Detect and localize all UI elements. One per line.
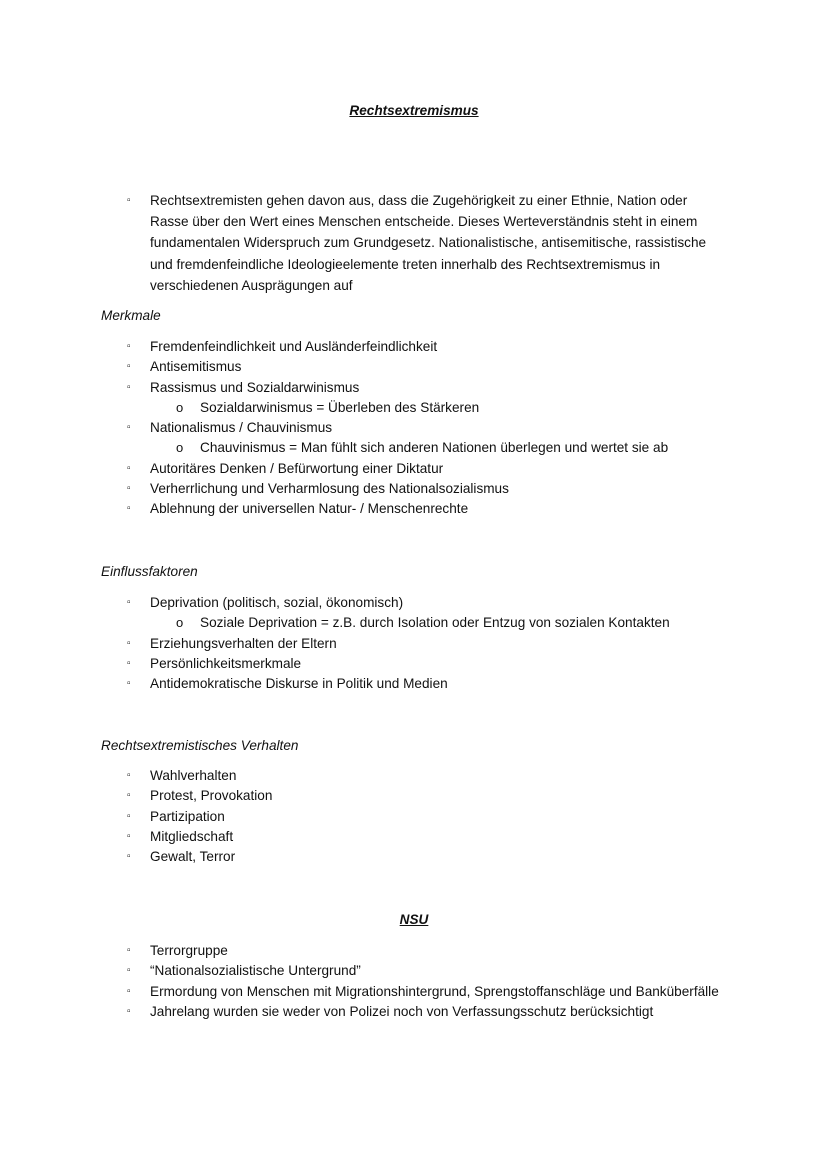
list-item-text: Ermordung von Menschen mit Migrationshintergrund, Sprengstoffanschläge und Banküberfälle bbox=[150, 983, 719, 999]
bullet-icon: ▫ bbox=[127, 483, 131, 495]
merkmale-list bbox=[0, 337, 828, 520]
sub-list-item bbox=[0, 613, 828, 633]
verhalten-list bbox=[0, 766, 828, 867]
nsu-list bbox=[0, 941, 828, 1022]
list-item-text: Deprivation (politisch, sozial, ökonomisch) bbox=[150, 595, 404, 610]
list-item-text: Soziale Deprivation = z.B. durch Isolation oder Entzug von sozialen Kontakten bbox=[200, 615, 670, 631]
bullet-icon: ▫ bbox=[127, 678, 131, 690]
list-item bbox=[0, 479, 828, 499]
bullet-icon: ▫ bbox=[127, 422, 131, 434]
section-heading-einflussfaktoren: Einflussfaktoren bbox=[101, 564, 198, 579]
list-item-text: Partizipation bbox=[150, 808, 225, 824]
bullet-icon: ▫ bbox=[127, 597, 131, 608]
list-item bbox=[0, 807, 828, 827]
list-item-text: Sozialdarwinismus = Überleben des Stärkeren bbox=[200, 399, 480, 415]
bullet-icon: ▫ bbox=[127, 851, 131, 863]
intro-text: Rechtsextremisten gehen davon aus, dass die Zugehörigkeit zu einer Ethnie, Nation oder Rasse über den Wert eines Menschen entscheide. Dieses Werteverständnis steht in einem fundamentalen Widerspruch zum Grundgesetz. Nationalistische, antisemitische, rassistische und fremdenfeindliche Ideologieelemente treten innerhalb des Rechtsextremismus in verschiedenen Ausprägungen auf bbox=[150, 193, 707, 293]
list-item-text: “Nationalsozialistische Untergrund” bbox=[150, 963, 361, 979]
list-item-text: Terrorgruppe bbox=[150, 943, 228, 958]
sub-list-item bbox=[0, 438, 828, 458]
list-item bbox=[0, 654, 828, 674]
list-item bbox=[0, 1002, 728, 1022]
bullet-icon: ▫ bbox=[127, 657, 131, 669]
bullet-icon: ▫ bbox=[127, 770, 131, 781]
list-item-text: Mitgliedschaft bbox=[150, 828, 234, 844]
bullet-icon: ▫ bbox=[127, 810, 131, 822]
section-heading-verhalten: Rechtsextremistisches Verhalten bbox=[101, 738, 299, 753]
list-item-text: Erziehungsverhalten der Eltern bbox=[150, 635, 337, 651]
list-item bbox=[0, 357, 828, 377]
list-item-text: Fremdenfeindlichkeit und Ausländerfeindlichkeit bbox=[150, 339, 438, 354]
page-title: Rechtsextremismus bbox=[349, 103, 479, 118]
sub-bullet-icon: o bbox=[176, 399, 184, 415]
list-item bbox=[0, 190, 728, 296]
intro-list bbox=[0, 190, 828, 296]
list-item bbox=[0, 982, 728, 1002]
list-item-text: Nationalismus / Chauvinismus bbox=[150, 420, 333, 436]
einflussfaktoren-list bbox=[0, 593, 828, 694]
list-item bbox=[0, 418, 828, 438]
list-item bbox=[0, 766, 828, 786]
list-item-text: Rassismus und Sozialdarwinismus bbox=[150, 379, 360, 395]
bullet-icon: ▫ bbox=[127, 985, 131, 997]
list-item-text: Jahrelang wurden sie weder von Polizei noch von Verfassungsschutz berücksichtigt bbox=[150, 1003, 654, 1019]
list-item bbox=[0, 593, 828, 613]
bullet-icon: ▫ bbox=[127, 341, 131, 352]
list-item bbox=[0, 499, 828, 519]
sub-list-item bbox=[0, 398, 828, 418]
sub-bullet-icon: o bbox=[176, 440, 184, 456]
bullet-icon: ▫ bbox=[127, 195, 131, 206]
list-item-text: Wahlverhalten bbox=[150, 768, 237, 783]
sub-bullet-icon: o bbox=[176, 615, 184, 631]
bullet-icon: ▫ bbox=[127, 830, 131, 842]
list-item bbox=[0, 674, 828, 694]
list-item-text: Persönlichkeitsmerkmale bbox=[150, 655, 302, 671]
bullet-icon: ▫ bbox=[127, 361, 131, 373]
bullet-icon: ▫ bbox=[127, 965, 131, 977]
list-item-text: Antisemitismus bbox=[150, 359, 242, 375]
bullet-icon: ▫ bbox=[127, 462, 131, 474]
list-item-text: Chauvinismus = Man fühlt sich anderen Nationen überlegen und wertet sie ab bbox=[200, 440, 669, 456]
bullet-icon: ▫ bbox=[127, 637, 131, 649]
bullet-icon: ▫ bbox=[127, 790, 131, 802]
list-item bbox=[0, 827, 828, 847]
list-item bbox=[0, 378, 828, 398]
list-item bbox=[0, 961, 728, 981]
bullet-icon: ▫ bbox=[127, 945, 131, 956]
list-item bbox=[0, 634, 828, 654]
list-item-text: Antidemokratische Diskurse in Politik und Medien bbox=[150, 676, 448, 692]
list-item-text: Gewalt, Terror bbox=[150, 849, 236, 865]
list-item bbox=[0, 786, 828, 806]
nsu-title: NSU bbox=[399, 912, 429, 927]
list-item bbox=[0, 337, 828, 357]
list-item-text: Ablehnung der universellen Natur- / Menschenrechte bbox=[150, 501, 469, 517]
list-item-text: Autoritäres Denken / Befürwortung einer Diktatur bbox=[150, 460, 444, 476]
list-item bbox=[0, 847, 828, 867]
section-heading-merkmale: Merkmale bbox=[101, 308, 161, 323]
list-item-text: Protest, Provokation bbox=[150, 788, 273, 804]
list-item bbox=[0, 459, 828, 479]
bullet-icon: ▫ bbox=[127, 503, 131, 515]
bullet-icon: ▫ bbox=[127, 1005, 131, 1017]
list-item bbox=[0, 941, 728, 961]
list-item-text: Verherrlichung und Verharmlosung des Nationalsozialismus bbox=[150, 481, 509, 497]
bullet-icon: ▫ bbox=[127, 381, 131, 393]
